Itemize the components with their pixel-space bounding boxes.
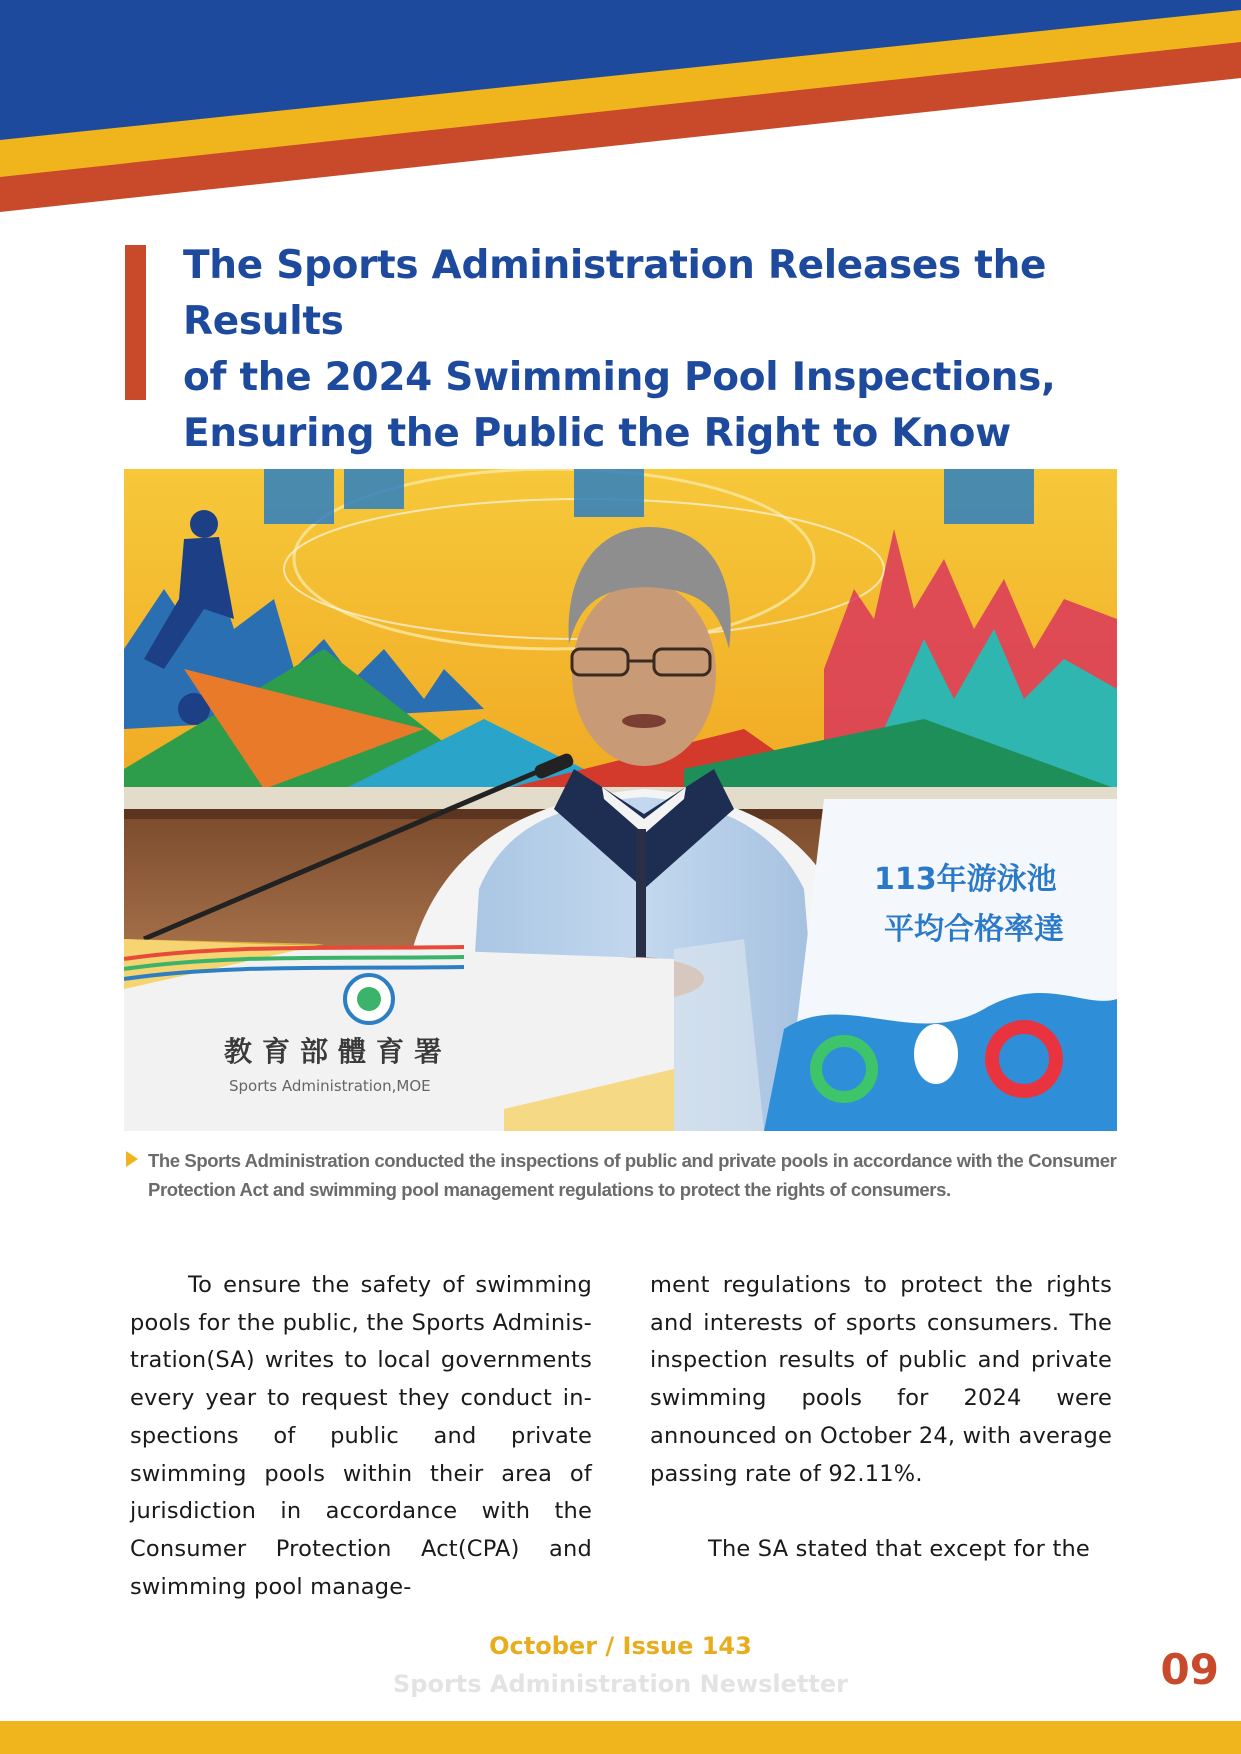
issue-label: October / Issue 143 [489, 1632, 752, 1660]
press-conference-photo [124, 469, 1117, 1131]
page-number: 09 [1160, 1645, 1219, 1694]
body-paragraph: The SA stated that except for the [708, 1536, 1090, 1563]
body-column-right [650, 1267, 1112, 1569]
title-accent-bar [125, 245, 146, 400]
nameplate-chinese: 教育部體育署 [224, 1035, 453, 1068]
title-line-1: The Sports Administration Releases the Results [183, 243, 1047, 344]
body-paragraph: To ensure the safety of swimming pools for the public, the Sports Adminis-tration(SA) writes to local governments every year to request they conduct in-spections of public and private swimming pools within their area of jurisdiction in accordance with the Consumer Protection Act(CPA) and swimming pool manage- [130, 1272, 592, 1600]
photo-caption [126, 1146, 1126, 1204]
newsletter-name: Sports Administration Newsletter [392, 1670, 848, 1698]
body-paragraph: ment regulations to protect the rights and interests of sports consumers. The inspection results of public and private swimming pools for 2024 were announced on October 24, with average passing rate of 92.11%. [650, 1272, 1112, 1487]
sign-line-2: 平均合格率達 [884, 912, 1064, 947]
header-stripes [0, 0, 1241, 215]
title-line-2: of the 2024 Swimming Pool Inspections, [183, 355, 1056, 400]
caption-text: The Sports Administration conducted the inspections of public and private pools in accordance with the Consumer Protection Act and swimming pool management regulations to protect the rights of consumers. [148, 1150, 1117, 1200]
nameplate-english: Sports Administration,MOE [229, 1077, 431, 1095]
footer-band [0, 1721, 1241, 1754]
article-title [183, 238, 1143, 462]
body-column-left [130, 1267, 592, 1606]
caption-arrow-icon [126, 1151, 138, 1167]
sign-line-1: 113年游泳池 [874, 862, 1057, 897]
title-line-3: Ensuring the Public the Right to Know [183, 411, 1011, 456]
